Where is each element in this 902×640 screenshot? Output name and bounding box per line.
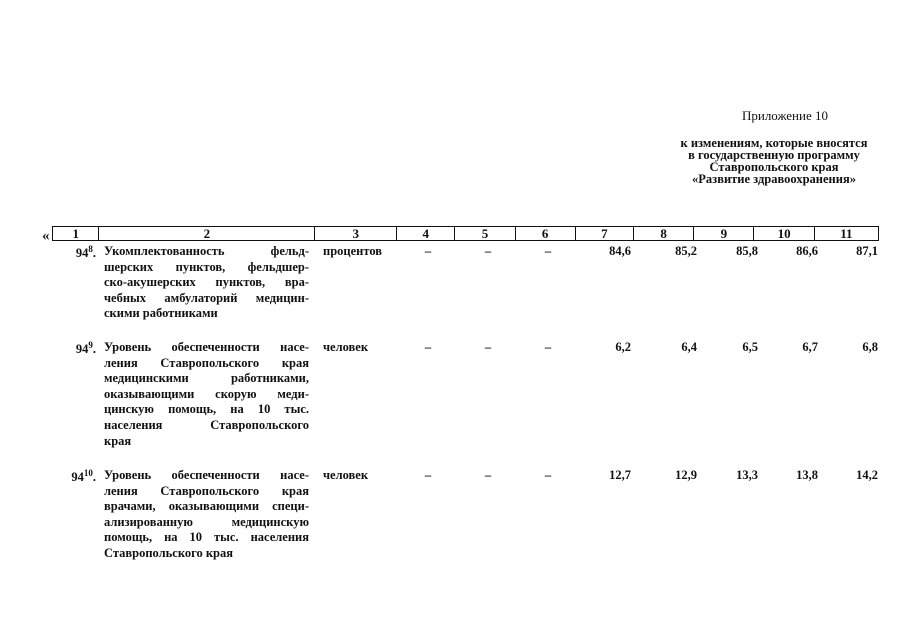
header-note-line: «Развитие здравоохранения» bbox=[692, 172, 856, 186]
header-note bbox=[660, 137, 888, 185]
value-cell: 12,7 bbox=[609, 468, 631, 482]
unit-of-measure: человек bbox=[323, 340, 369, 354]
column-number-header bbox=[52, 226, 879, 241]
value-cell: 86,6 bbox=[796, 244, 818, 258]
empty-value-dash: – bbox=[544, 244, 552, 258]
empty-value-dash: – bbox=[484, 340, 492, 354]
unit-of-measure: процентов bbox=[323, 244, 383, 258]
column-number: 7 bbox=[575, 227, 633, 241]
column-number: 6 bbox=[515, 227, 575, 241]
row-number: $94^8$. bbox=[75, 244, 96, 261]
value-cell: 13,8 bbox=[796, 468, 818, 482]
header-note-line: к изменениям, которые вносятся bbox=[680, 136, 868, 150]
empty-value-dash: – bbox=[424, 340, 432, 354]
row-number: $94^9$. bbox=[75, 340, 96, 357]
empty-value-dash: – bbox=[484, 468, 492, 482]
column-number: 3 bbox=[315, 227, 397, 241]
opening-quote-mark: « bbox=[42, 228, 50, 244]
header-note-line: в государственную программу bbox=[688, 148, 860, 162]
empty-value-dash: – bbox=[424, 244, 432, 258]
empty-value-dash: – bbox=[544, 340, 552, 354]
value-cell: 14,2 bbox=[856, 468, 878, 482]
value-cell: 6,5 bbox=[742, 340, 758, 354]
value-cell: 6,7 bbox=[802, 340, 818, 354]
value-cell: 85,8 bbox=[736, 244, 758, 258]
column-number: 11 bbox=[814, 227, 878, 241]
value-cell: 12,9 bbox=[675, 468, 697, 482]
value-cell: 13,3 bbox=[736, 468, 758, 482]
empty-value-dash: – bbox=[544, 468, 552, 482]
column-number: 2 bbox=[99, 227, 315, 241]
column-number: 1 bbox=[53, 227, 99, 241]
unit-of-measure: человек bbox=[323, 468, 369, 482]
value-cell: 6,2 bbox=[615, 340, 631, 354]
indicator-name: Уровень обеспеченности насе- ления Ставропольского края медицинскими работниками, оказывающими скорую меди- цинскую помощь, на 10 тыс. населения Ставропольского края bbox=[104, 340, 309, 448]
header-note-line: Ставропольского края bbox=[709, 160, 839, 174]
column-number: 8 bbox=[634, 227, 694, 241]
value-cell: 6,4 bbox=[681, 340, 697, 354]
value-cell: 87,1 bbox=[856, 244, 878, 258]
value-cell: 85,2 bbox=[675, 244, 697, 258]
value-cell: 84,6 bbox=[609, 244, 631, 258]
empty-value-dash: – bbox=[484, 244, 492, 258]
appendix-title: Приложение 10 bbox=[741, 108, 828, 123]
indicator-name: Уровень обеспеченности насе- ления Ставропольского края врачами, оказывающими специ- ализированную медицинскую помощь, на 10 тыс. населения Ставропольского края bbox=[104, 468, 309, 560]
empty-value-dash: – bbox=[424, 468, 432, 482]
row-number: $94^{10}$. bbox=[71, 468, 96, 485]
column-number: 9 bbox=[694, 227, 754, 241]
indicator-name: Укомплектованность фельд- шерских пунктов, фельдшер- ско-акушерских пунктов, вра- чебных амбулаторий медицин- скими работниками bbox=[104, 244, 309, 321]
column-number: 4 bbox=[397, 227, 455, 241]
column-number: 10 bbox=[754, 227, 814, 241]
column-number: 5 bbox=[455, 227, 515, 241]
value-cell: 6,8 bbox=[862, 340, 878, 354]
